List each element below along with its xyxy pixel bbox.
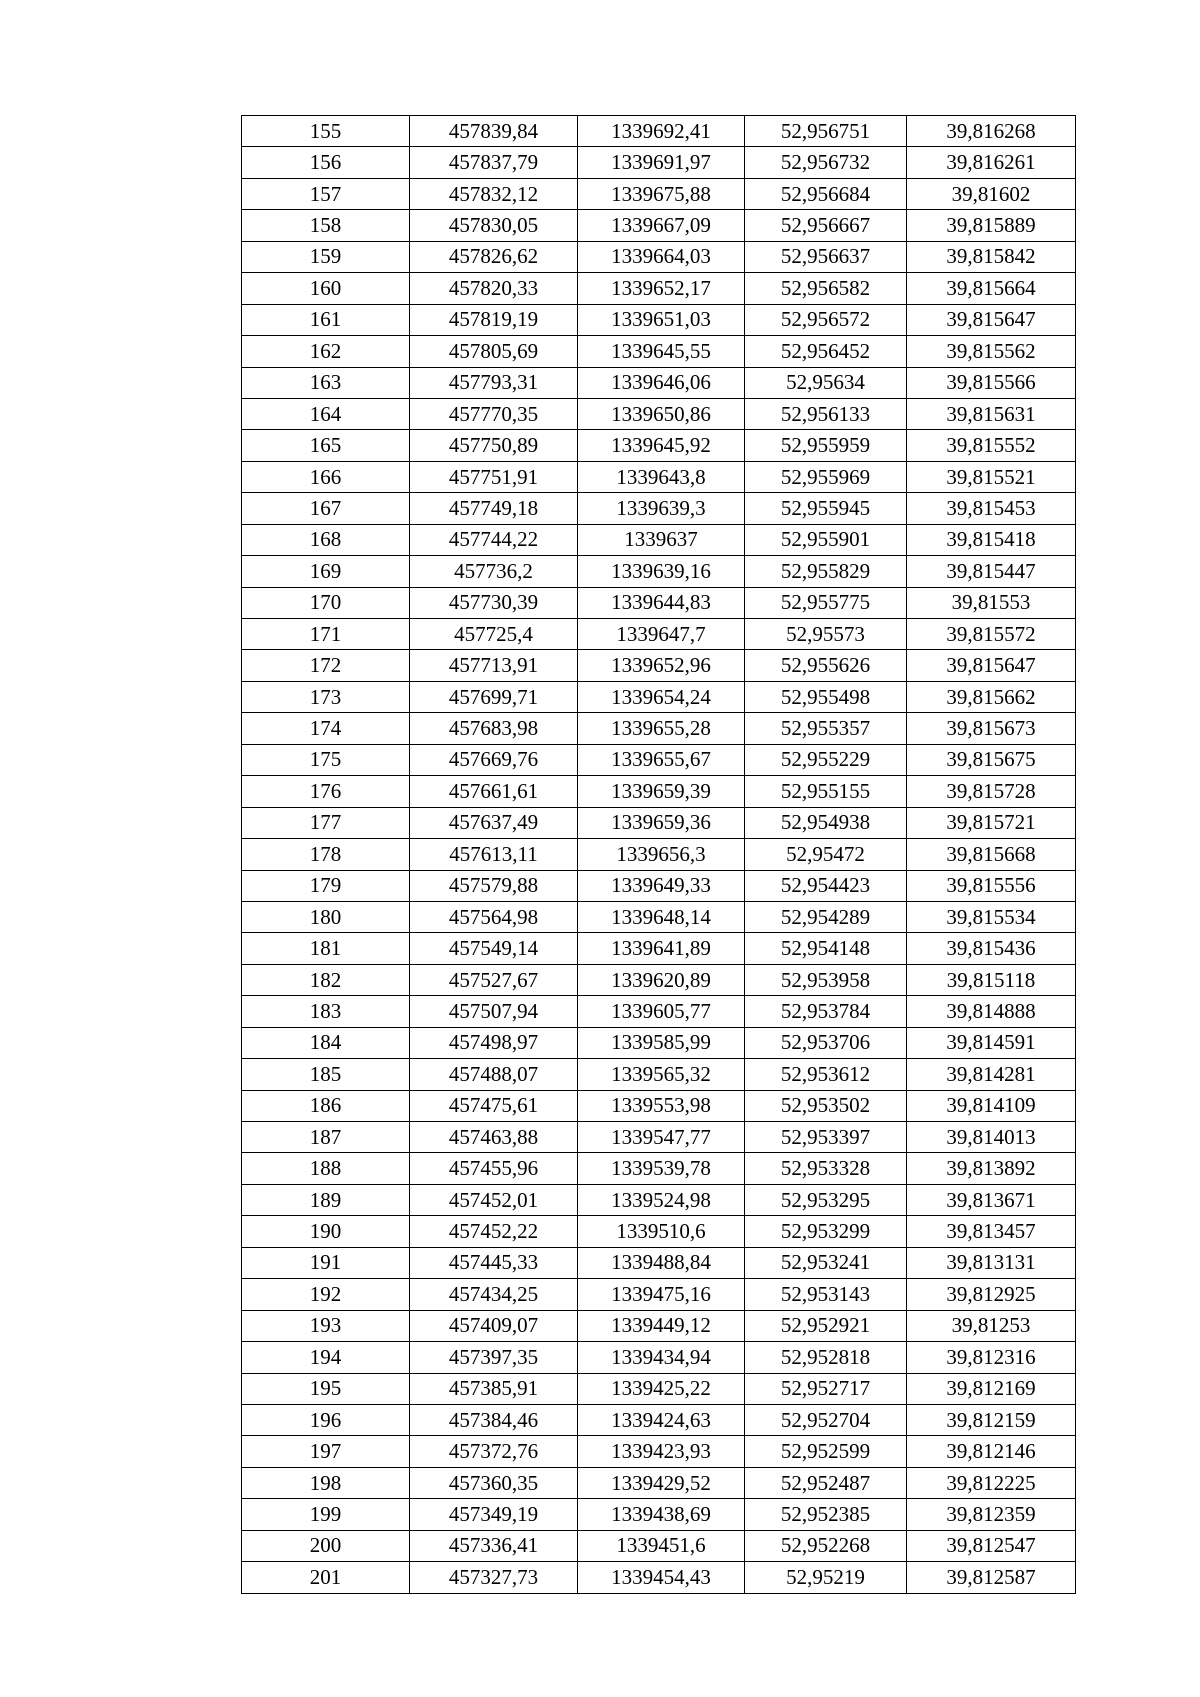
- x-coordinate-cell: 457385,91: [410, 1373, 578, 1404]
- point-number-cell: 199: [242, 1499, 410, 1530]
- longitude-cell: 39,815647: [907, 650, 1076, 681]
- x-coordinate-cell: 457564,98: [410, 901, 578, 932]
- table-row: [242, 619, 1076, 650]
- longitude-cell: 39,814281: [907, 1059, 1076, 1090]
- point-number-cell: 195: [242, 1373, 410, 1404]
- longitude-cell: 39,812169: [907, 1373, 1076, 1404]
- longitude-cell: 39,813131: [907, 1247, 1076, 1278]
- longitude-cell: 39,81602: [907, 178, 1076, 209]
- latitude-cell: 52,956684: [745, 178, 907, 209]
- x-coordinate-cell: 457384,46: [410, 1404, 578, 1435]
- y-coordinate-cell: 1339650,86: [578, 398, 745, 429]
- table-row: [242, 1404, 1076, 1435]
- y-coordinate-cell: 1339646,06: [578, 367, 745, 398]
- x-coordinate-cell: 457793,31: [410, 367, 578, 398]
- table-row: [242, 178, 1076, 209]
- point-number-cell: 184: [242, 1027, 410, 1058]
- y-coordinate-cell: 1339637: [578, 524, 745, 555]
- x-coordinate-cell: 457372,76: [410, 1436, 578, 1467]
- longitude-cell: 39,812587: [907, 1562, 1076, 1593]
- latitude-cell: 52,95573: [745, 619, 907, 650]
- x-coordinate-cell: 457445,33: [410, 1247, 578, 1278]
- table-row: [242, 933, 1076, 964]
- y-coordinate-cell: 1339655,28: [578, 713, 745, 744]
- table-row: [242, 524, 1076, 555]
- point-number-cell: 186: [242, 1090, 410, 1121]
- latitude-cell: 52,953397: [745, 1122, 907, 1153]
- longitude-cell: 39,815562: [907, 336, 1076, 367]
- table-row: [242, 1247, 1076, 1278]
- latitude-cell: 52,955357: [745, 713, 907, 744]
- y-coordinate-cell: 1339565,32: [578, 1059, 745, 1090]
- y-coordinate-cell: 1339424,63: [578, 1404, 745, 1435]
- table-row: [242, 996, 1076, 1027]
- x-coordinate-cell: 457452,22: [410, 1216, 578, 1247]
- longitude-cell: 39,815842: [907, 241, 1076, 272]
- y-coordinate-cell: 1339434,94: [578, 1342, 745, 1373]
- point-number-cell: 185: [242, 1059, 410, 1090]
- latitude-cell: 52,954423: [745, 870, 907, 901]
- x-coordinate-cell: 457637,49: [410, 807, 578, 838]
- longitude-cell: 39,815572: [907, 619, 1076, 650]
- x-coordinate-cell: 457669,76: [410, 744, 578, 775]
- y-coordinate-cell: 1339667,09: [578, 210, 745, 241]
- y-coordinate-cell: 1339648,14: [578, 901, 745, 932]
- point-number-cell: 191: [242, 1247, 410, 1278]
- table-row: [242, 116, 1076, 147]
- x-coordinate-cell: 457725,4: [410, 619, 578, 650]
- y-coordinate-cell: 1339675,88: [578, 178, 745, 209]
- latitude-cell: 52,95472: [745, 839, 907, 870]
- latitude-cell: 52,953328: [745, 1153, 907, 1184]
- x-coordinate-cell: 457613,11: [410, 839, 578, 870]
- y-coordinate-cell: 1339547,77: [578, 1122, 745, 1153]
- point-number-cell: 190: [242, 1216, 410, 1247]
- x-coordinate-cell: 457683,98: [410, 713, 578, 744]
- latitude-cell: 52,955229: [745, 744, 907, 775]
- x-coordinate-cell: 457832,12: [410, 178, 578, 209]
- y-coordinate-cell: 1339449,12: [578, 1310, 745, 1341]
- latitude-cell: 52,954148: [745, 933, 907, 964]
- longitude-cell: 39,815556: [907, 870, 1076, 901]
- latitude-cell: 52,956133: [745, 398, 907, 429]
- coordinates-table-body: [242, 116, 1076, 1594]
- point-number-cell: 174: [242, 713, 410, 744]
- table-row: [242, 1184, 1076, 1215]
- longitude-cell: 39,814013: [907, 1122, 1076, 1153]
- latitude-cell: 52,953784: [745, 996, 907, 1027]
- table-row: [242, 1279, 1076, 1310]
- table-row: [242, 556, 1076, 587]
- x-coordinate-cell: 457336,41: [410, 1530, 578, 1561]
- x-coordinate-cell: 457498,97: [410, 1027, 578, 1058]
- longitude-cell: 39,812316: [907, 1342, 1076, 1373]
- y-coordinate-cell: 1339691,97: [578, 147, 745, 178]
- point-number-cell: 178: [242, 839, 410, 870]
- point-number-cell: 158: [242, 210, 410, 241]
- latitude-cell: 52,955775: [745, 587, 907, 618]
- point-number-cell: 157: [242, 178, 410, 209]
- table-row: [242, 273, 1076, 304]
- table-row: [242, 650, 1076, 681]
- table-row: [242, 210, 1076, 241]
- x-coordinate-cell: 457452,01: [410, 1184, 578, 1215]
- point-number-cell: 156: [242, 147, 410, 178]
- longitude-cell: 39,815664: [907, 273, 1076, 304]
- x-coordinate-cell: 457527,67: [410, 964, 578, 995]
- latitude-cell: 52,955626: [745, 650, 907, 681]
- longitude-cell: 39,812359: [907, 1499, 1076, 1530]
- x-coordinate-cell: 457327,73: [410, 1562, 578, 1593]
- table-row: [242, 587, 1076, 618]
- x-coordinate-cell: 457826,62: [410, 241, 578, 272]
- table-row: [242, 241, 1076, 272]
- point-number-cell: 177: [242, 807, 410, 838]
- y-coordinate-cell: 1339475,16: [578, 1279, 745, 1310]
- latitude-cell: 52,955901: [745, 524, 907, 555]
- point-number-cell: 169: [242, 556, 410, 587]
- longitude-cell: 39,81253: [907, 1310, 1076, 1341]
- table-row: [242, 1562, 1076, 1593]
- table-row: [242, 1373, 1076, 1404]
- table-row: [242, 776, 1076, 807]
- latitude-cell: 52,955155: [745, 776, 907, 807]
- point-number-cell: 189: [242, 1184, 410, 1215]
- x-coordinate-cell: 457699,71: [410, 681, 578, 712]
- latitude-cell: 52,956751: [745, 116, 907, 147]
- coordinates-table: [241, 115, 1076, 1594]
- point-number-cell: 160: [242, 273, 410, 304]
- x-coordinate-cell: 457397,35: [410, 1342, 578, 1373]
- x-coordinate-cell: 457820,33: [410, 273, 578, 304]
- table-row: [242, 1530, 1076, 1561]
- longitude-cell: 39,816268: [907, 116, 1076, 147]
- y-coordinate-cell: 1339654,24: [578, 681, 745, 712]
- longitude-cell: 39,815552: [907, 430, 1076, 461]
- table-row: [242, 681, 1076, 712]
- latitude-cell: 52,956637: [745, 241, 907, 272]
- y-coordinate-cell: 1339664,03: [578, 241, 745, 272]
- longitude-cell: 39,813892: [907, 1153, 1076, 1184]
- longitude-cell: 39,815631: [907, 398, 1076, 429]
- latitude-cell: 52,953958: [745, 964, 907, 995]
- latitude-cell: 52,953143: [745, 1279, 907, 1310]
- y-coordinate-cell: 1339641,89: [578, 933, 745, 964]
- point-number-cell: 179: [242, 870, 410, 901]
- latitude-cell: 52,952704: [745, 1404, 907, 1435]
- latitude-cell: 52,955829: [745, 556, 907, 587]
- point-number-cell: 175: [242, 744, 410, 775]
- latitude-cell: 52,956732: [745, 147, 907, 178]
- table-row: [242, 807, 1076, 838]
- x-coordinate-cell: 457455,96: [410, 1153, 578, 1184]
- point-number-cell: 155: [242, 116, 410, 147]
- longitude-cell: 39,815721: [907, 807, 1076, 838]
- y-coordinate-cell: 1339645,55: [578, 336, 745, 367]
- x-coordinate-cell: 457736,2: [410, 556, 578, 587]
- point-number-cell: 193: [242, 1310, 410, 1341]
- y-coordinate-cell: 1339585,99: [578, 1027, 745, 1058]
- longitude-cell: 39,815418: [907, 524, 1076, 555]
- latitude-cell: 52,95219: [745, 1562, 907, 1593]
- point-number-cell: 172: [242, 650, 410, 681]
- point-number-cell: 170: [242, 587, 410, 618]
- table-row: [242, 461, 1076, 492]
- longitude-cell: 39,815675: [907, 744, 1076, 775]
- x-coordinate-cell: 457409,07: [410, 1310, 578, 1341]
- table-row: [242, 1122, 1076, 1153]
- table-row: [242, 1059, 1076, 1090]
- y-coordinate-cell: 1339539,78: [578, 1153, 745, 1184]
- longitude-cell: 39,816261: [907, 147, 1076, 178]
- point-number-cell: 182: [242, 964, 410, 995]
- longitude-cell: 39,814109: [907, 1090, 1076, 1121]
- table-row: [242, 713, 1076, 744]
- latitude-cell: 52,953241: [745, 1247, 907, 1278]
- y-coordinate-cell: 1339656,3: [578, 839, 745, 870]
- x-coordinate-cell: 457730,39: [410, 587, 578, 618]
- x-coordinate-cell: 457819,19: [410, 304, 578, 335]
- longitude-cell: 39,815453: [907, 493, 1076, 524]
- table-row: [242, 304, 1076, 335]
- longitude-cell: 39,815728: [907, 776, 1076, 807]
- longitude-cell: 39,81553: [907, 587, 1076, 618]
- latitude-cell: 52,956667: [745, 210, 907, 241]
- point-number-cell: 201: [242, 1562, 410, 1593]
- point-number-cell: 196: [242, 1404, 410, 1435]
- y-coordinate-cell: 1339438,69: [578, 1499, 745, 1530]
- table-row: [242, 1310, 1076, 1341]
- table-row: [242, 1153, 1076, 1184]
- y-coordinate-cell: 1339510,6: [578, 1216, 745, 1247]
- y-coordinate-cell: 1339652,17: [578, 273, 745, 304]
- y-coordinate-cell: 1339649,33: [578, 870, 745, 901]
- longitude-cell: 39,812159: [907, 1404, 1076, 1435]
- x-coordinate-cell: 457661,61: [410, 776, 578, 807]
- table-row: [242, 367, 1076, 398]
- longitude-cell: 39,815662: [907, 681, 1076, 712]
- table-row: [242, 1027, 1076, 1058]
- y-coordinate-cell: 1339644,83: [578, 587, 745, 618]
- latitude-cell: 52,954289: [745, 901, 907, 932]
- x-coordinate-cell: 457360,35: [410, 1467, 578, 1498]
- point-number-cell: 165: [242, 430, 410, 461]
- point-number-cell: 200: [242, 1530, 410, 1561]
- longitude-cell: 39,814888: [907, 996, 1076, 1027]
- longitude-cell: 39,815447: [907, 556, 1076, 587]
- latitude-cell: 52,952599: [745, 1436, 907, 1467]
- longitude-cell: 39,815436: [907, 933, 1076, 964]
- longitude-cell: 39,813671: [907, 1184, 1076, 1215]
- table-row: [242, 1216, 1076, 1247]
- y-coordinate-cell: 1339651,03: [578, 304, 745, 335]
- table-row: [242, 493, 1076, 524]
- longitude-cell: 39,815118: [907, 964, 1076, 995]
- table-row: [242, 964, 1076, 995]
- x-coordinate-cell: 457713,91: [410, 650, 578, 681]
- y-coordinate-cell: 1339655,67: [578, 744, 745, 775]
- longitude-cell: 39,815647: [907, 304, 1076, 335]
- table-row: [242, 1499, 1076, 1530]
- longitude-cell: 39,815534: [907, 901, 1076, 932]
- table-row: [242, 398, 1076, 429]
- point-number-cell: 187: [242, 1122, 410, 1153]
- point-number-cell: 163: [242, 367, 410, 398]
- x-coordinate-cell: 457349,19: [410, 1499, 578, 1530]
- y-coordinate-cell: 1339524,98: [578, 1184, 745, 1215]
- y-coordinate-cell: 1339605,77: [578, 996, 745, 1027]
- longitude-cell: 39,814591: [907, 1027, 1076, 1058]
- latitude-cell: 52,955945: [745, 493, 907, 524]
- x-coordinate-cell: 457463,88: [410, 1122, 578, 1153]
- table-row: [242, 839, 1076, 870]
- table-row: [242, 336, 1076, 367]
- latitude-cell: 52,952717: [745, 1373, 907, 1404]
- point-number-cell: 176: [242, 776, 410, 807]
- longitude-cell: 39,812225: [907, 1467, 1076, 1498]
- table-row: [242, 1090, 1076, 1121]
- point-number-cell: 188: [242, 1153, 410, 1184]
- latitude-cell: 52,952268: [745, 1530, 907, 1561]
- x-coordinate-cell: 457830,05: [410, 210, 578, 241]
- point-number-cell: 166: [242, 461, 410, 492]
- point-number-cell: 181: [242, 933, 410, 964]
- point-number-cell: 171: [242, 619, 410, 650]
- latitude-cell: 52,953295: [745, 1184, 907, 1215]
- x-coordinate-cell: 457770,35: [410, 398, 578, 429]
- latitude-cell: 52,956582: [745, 273, 907, 304]
- point-number-cell: 168: [242, 524, 410, 555]
- longitude-cell: 39,812925: [907, 1279, 1076, 1310]
- latitude-cell: 52,956572: [745, 304, 907, 335]
- x-coordinate-cell: 457750,89: [410, 430, 578, 461]
- y-coordinate-cell: 1339659,39: [578, 776, 745, 807]
- table-row: [242, 147, 1076, 178]
- latitude-cell: 52,956452: [745, 336, 907, 367]
- y-coordinate-cell: 1339652,96: [578, 650, 745, 681]
- latitude-cell: 52,955498: [745, 681, 907, 712]
- latitude-cell: 52,955969: [745, 461, 907, 492]
- longitude-cell: 39,813457: [907, 1216, 1076, 1247]
- latitude-cell: 52,955959: [745, 430, 907, 461]
- latitude-cell: 52,953612: [745, 1059, 907, 1090]
- y-coordinate-cell: 1339553,98: [578, 1090, 745, 1121]
- y-coordinate-cell: 1339659,36: [578, 807, 745, 838]
- longitude-cell: 39,815521: [907, 461, 1076, 492]
- y-coordinate-cell: 1339451,6: [578, 1530, 745, 1561]
- table-row: [242, 1436, 1076, 1467]
- x-coordinate-cell: 457488,07: [410, 1059, 578, 1090]
- point-number-cell: 198: [242, 1467, 410, 1498]
- latitude-cell: 52,953299: [745, 1216, 907, 1247]
- longitude-cell: 39,815889: [907, 210, 1076, 241]
- x-coordinate-cell: 457837,79: [410, 147, 578, 178]
- x-coordinate-cell: 457434,25: [410, 1279, 578, 1310]
- x-coordinate-cell: 457805,69: [410, 336, 578, 367]
- x-coordinate-cell: 457579,88: [410, 870, 578, 901]
- longitude-cell: 39,812146: [907, 1436, 1076, 1467]
- x-coordinate-cell: 457744,22: [410, 524, 578, 555]
- point-number-cell: 159: [242, 241, 410, 272]
- point-number-cell: 194: [242, 1342, 410, 1373]
- y-coordinate-cell: 1339647,7: [578, 619, 745, 650]
- y-coordinate-cell: 1339643,8: [578, 461, 745, 492]
- longitude-cell: 39,812547: [907, 1530, 1076, 1561]
- y-coordinate-cell: 1339639,16: [578, 556, 745, 587]
- x-coordinate-cell: 457507,94: [410, 996, 578, 1027]
- table-row: [242, 430, 1076, 461]
- latitude-cell: 52,954938: [745, 807, 907, 838]
- y-coordinate-cell: 1339692,41: [578, 116, 745, 147]
- table-row: [242, 1342, 1076, 1373]
- point-number-cell: 183: [242, 996, 410, 1027]
- table-row: [242, 870, 1076, 901]
- table-row: [242, 1467, 1076, 1498]
- latitude-cell: 52,952487: [745, 1467, 907, 1498]
- table-row: [242, 901, 1076, 932]
- longitude-cell: 39,815668: [907, 839, 1076, 870]
- y-coordinate-cell: 1339425,22: [578, 1373, 745, 1404]
- latitude-cell: 52,952818: [745, 1342, 907, 1373]
- point-number-cell: 161: [242, 304, 410, 335]
- y-coordinate-cell: 1339454,43: [578, 1562, 745, 1593]
- y-coordinate-cell: 1339639,3: [578, 493, 745, 524]
- latitude-cell: 52,95634: [745, 367, 907, 398]
- y-coordinate-cell: 1339429,52: [578, 1467, 745, 1498]
- point-number-cell: 162: [242, 336, 410, 367]
- latitude-cell: 52,952921: [745, 1310, 907, 1341]
- table-row: [242, 744, 1076, 775]
- point-number-cell: 197: [242, 1436, 410, 1467]
- x-coordinate-cell: 457549,14: [410, 933, 578, 964]
- x-coordinate-cell: 457751,91: [410, 461, 578, 492]
- x-coordinate-cell: 457475,61: [410, 1090, 578, 1121]
- point-number-cell: 167: [242, 493, 410, 524]
- point-number-cell: 173: [242, 681, 410, 712]
- point-number-cell: 192: [242, 1279, 410, 1310]
- y-coordinate-cell: 1339423,93: [578, 1436, 745, 1467]
- longitude-cell: 39,815566: [907, 367, 1076, 398]
- y-coordinate-cell: 1339488,84: [578, 1247, 745, 1278]
- x-coordinate-cell: 457839,84: [410, 116, 578, 147]
- point-number-cell: 164: [242, 398, 410, 429]
- y-coordinate-cell: 1339620,89: [578, 964, 745, 995]
- x-coordinate-cell: 457749,18: [410, 493, 578, 524]
- longitude-cell: 39,815673: [907, 713, 1076, 744]
- y-coordinate-cell: 1339645,92: [578, 430, 745, 461]
- latitude-cell: 52,953706: [745, 1027, 907, 1058]
- latitude-cell: 52,952385: [745, 1499, 907, 1530]
- latitude-cell: 52,953502: [745, 1090, 907, 1121]
- point-number-cell: 180: [242, 901, 410, 932]
